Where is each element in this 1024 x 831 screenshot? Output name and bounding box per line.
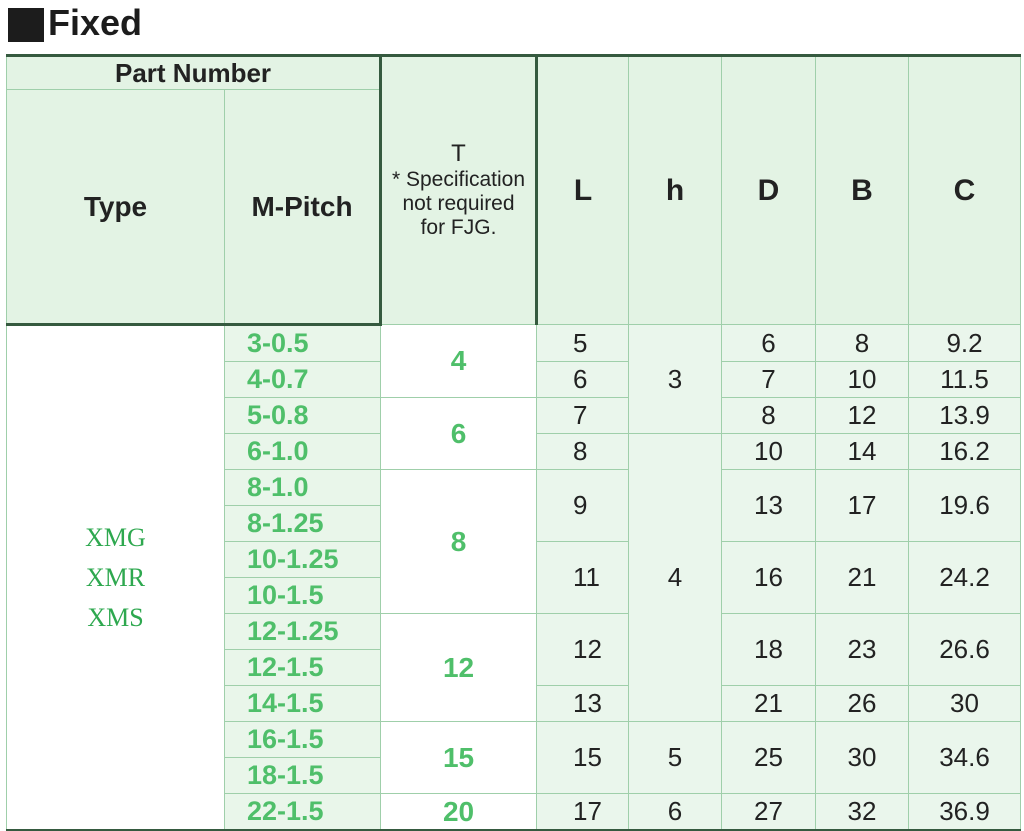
h-cell: 5: [629, 722, 722, 794]
t-letter: T: [451, 140, 466, 168]
c-cell: 36.9: [909, 794, 1021, 831]
pitch-cell: 10-1.5: [225, 578, 381, 614]
pitch-cell: 3-0.5: [225, 325, 381, 362]
l-cell: 13: [537, 686, 629, 722]
t-note-line-3: for FJG.: [420, 216, 497, 240]
type-column-header: Type: [7, 90, 225, 325]
c-cell: 24.2: [909, 542, 1021, 614]
b-column-header: B: [816, 56, 909, 325]
pitch-cell: 5-0.8: [225, 398, 381, 434]
t-cell: 20: [381, 794, 537, 831]
t-cell: 15: [381, 722, 537, 794]
t-column-header: [381, 56, 537, 325]
l-column-header: L: [537, 56, 629, 325]
d-cell: 13: [722, 470, 816, 542]
t-cell: 4: [381, 325, 537, 398]
h-cell: 3: [629, 325, 722, 434]
c-cell: 13.9: [909, 398, 1021, 434]
d-column-header: D: [722, 56, 816, 325]
c-cell: 26.6: [909, 614, 1021, 686]
c-cell: 16.2: [909, 434, 1021, 470]
t-cell: 8: [381, 470, 537, 614]
l-cell: 7: [537, 398, 629, 434]
d-cell: 7: [722, 362, 816, 398]
d-cell: 6: [722, 325, 816, 362]
d-cell: 8: [722, 398, 816, 434]
type-name: XMS: [87, 602, 144, 632]
l-cell: 11: [537, 542, 629, 614]
pitch-cell: 18-1.5: [225, 758, 381, 794]
t-cell: 12: [381, 614, 537, 722]
l-cell: 6: [537, 362, 629, 398]
pitch-cell: 12-1.25: [225, 614, 381, 650]
pitch-cell: 10-1.25: [225, 542, 381, 578]
pitch-cell: 14-1.5: [225, 686, 381, 722]
type-name: XMG: [85, 522, 146, 552]
section-title: Fixed: [48, 2, 143, 43]
spec-table: [6, 54, 1021, 831]
pitch-cell: 16-1.5: [225, 722, 381, 758]
d-cell: 16: [722, 542, 816, 614]
pitch-cell: 22-1.5: [225, 794, 381, 831]
b-cell: 12: [816, 398, 909, 434]
d-cell: 27: [722, 794, 816, 831]
type-cell: [7, 325, 225, 831]
b-cell: 32: [816, 794, 909, 831]
pitch-cell: 8-1.25: [225, 506, 381, 542]
h-cell: 6: [629, 794, 722, 831]
h-column-header: h: [629, 56, 722, 325]
c-cell: 19.6: [909, 470, 1021, 542]
type-name: XMR: [85, 562, 146, 592]
b-cell: 8: [816, 325, 909, 362]
c-cell: 9.2: [909, 325, 1021, 362]
t-note-line-2: not required: [402, 192, 515, 216]
pitch-cell: 8-1.0: [225, 470, 381, 506]
c-cell: 30: [909, 686, 1021, 722]
d-cell: 21: [722, 686, 816, 722]
l-cell: 15: [537, 722, 629, 794]
b-cell: 23: [816, 614, 909, 686]
b-cell: 14: [816, 434, 909, 470]
b-cell: 10: [816, 362, 909, 398]
d-cell: 10: [722, 434, 816, 470]
m-pitch-column-header: M-Pitch: [225, 90, 381, 325]
d-cell: 18: [722, 614, 816, 686]
c-cell: 34.6: [909, 722, 1021, 794]
b-cell: 26: [816, 686, 909, 722]
section-title-row: [0, 0, 1024, 48]
pitch-cell: 12-1.5: [225, 650, 381, 686]
l-cell: 17: [537, 794, 629, 831]
c-column-header: C: [909, 56, 1021, 325]
pitch-cell: 6-1.0: [225, 434, 381, 470]
t-cell: 6: [381, 398, 537, 470]
b-cell: 21: [816, 542, 909, 614]
h-cell: 4: [629, 434, 722, 722]
l-cell: 8: [537, 434, 629, 470]
b-cell: 30: [816, 722, 909, 794]
c-cell: 11.5: [909, 362, 1021, 398]
b-cell: 17: [816, 470, 909, 542]
title-marker-square: [8, 8, 44, 42]
l-cell: 9: [537, 470, 629, 542]
l-cell: 5: [537, 325, 629, 362]
part-number-header: Part Number: [7, 56, 381, 90]
t-note-line-1: * Specification: [391, 168, 526, 192]
d-cell: 25: [722, 722, 816, 794]
pitch-cell: 4-0.7: [225, 362, 381, 398]
l-cell: 12: [537, 614, 629, 686]
